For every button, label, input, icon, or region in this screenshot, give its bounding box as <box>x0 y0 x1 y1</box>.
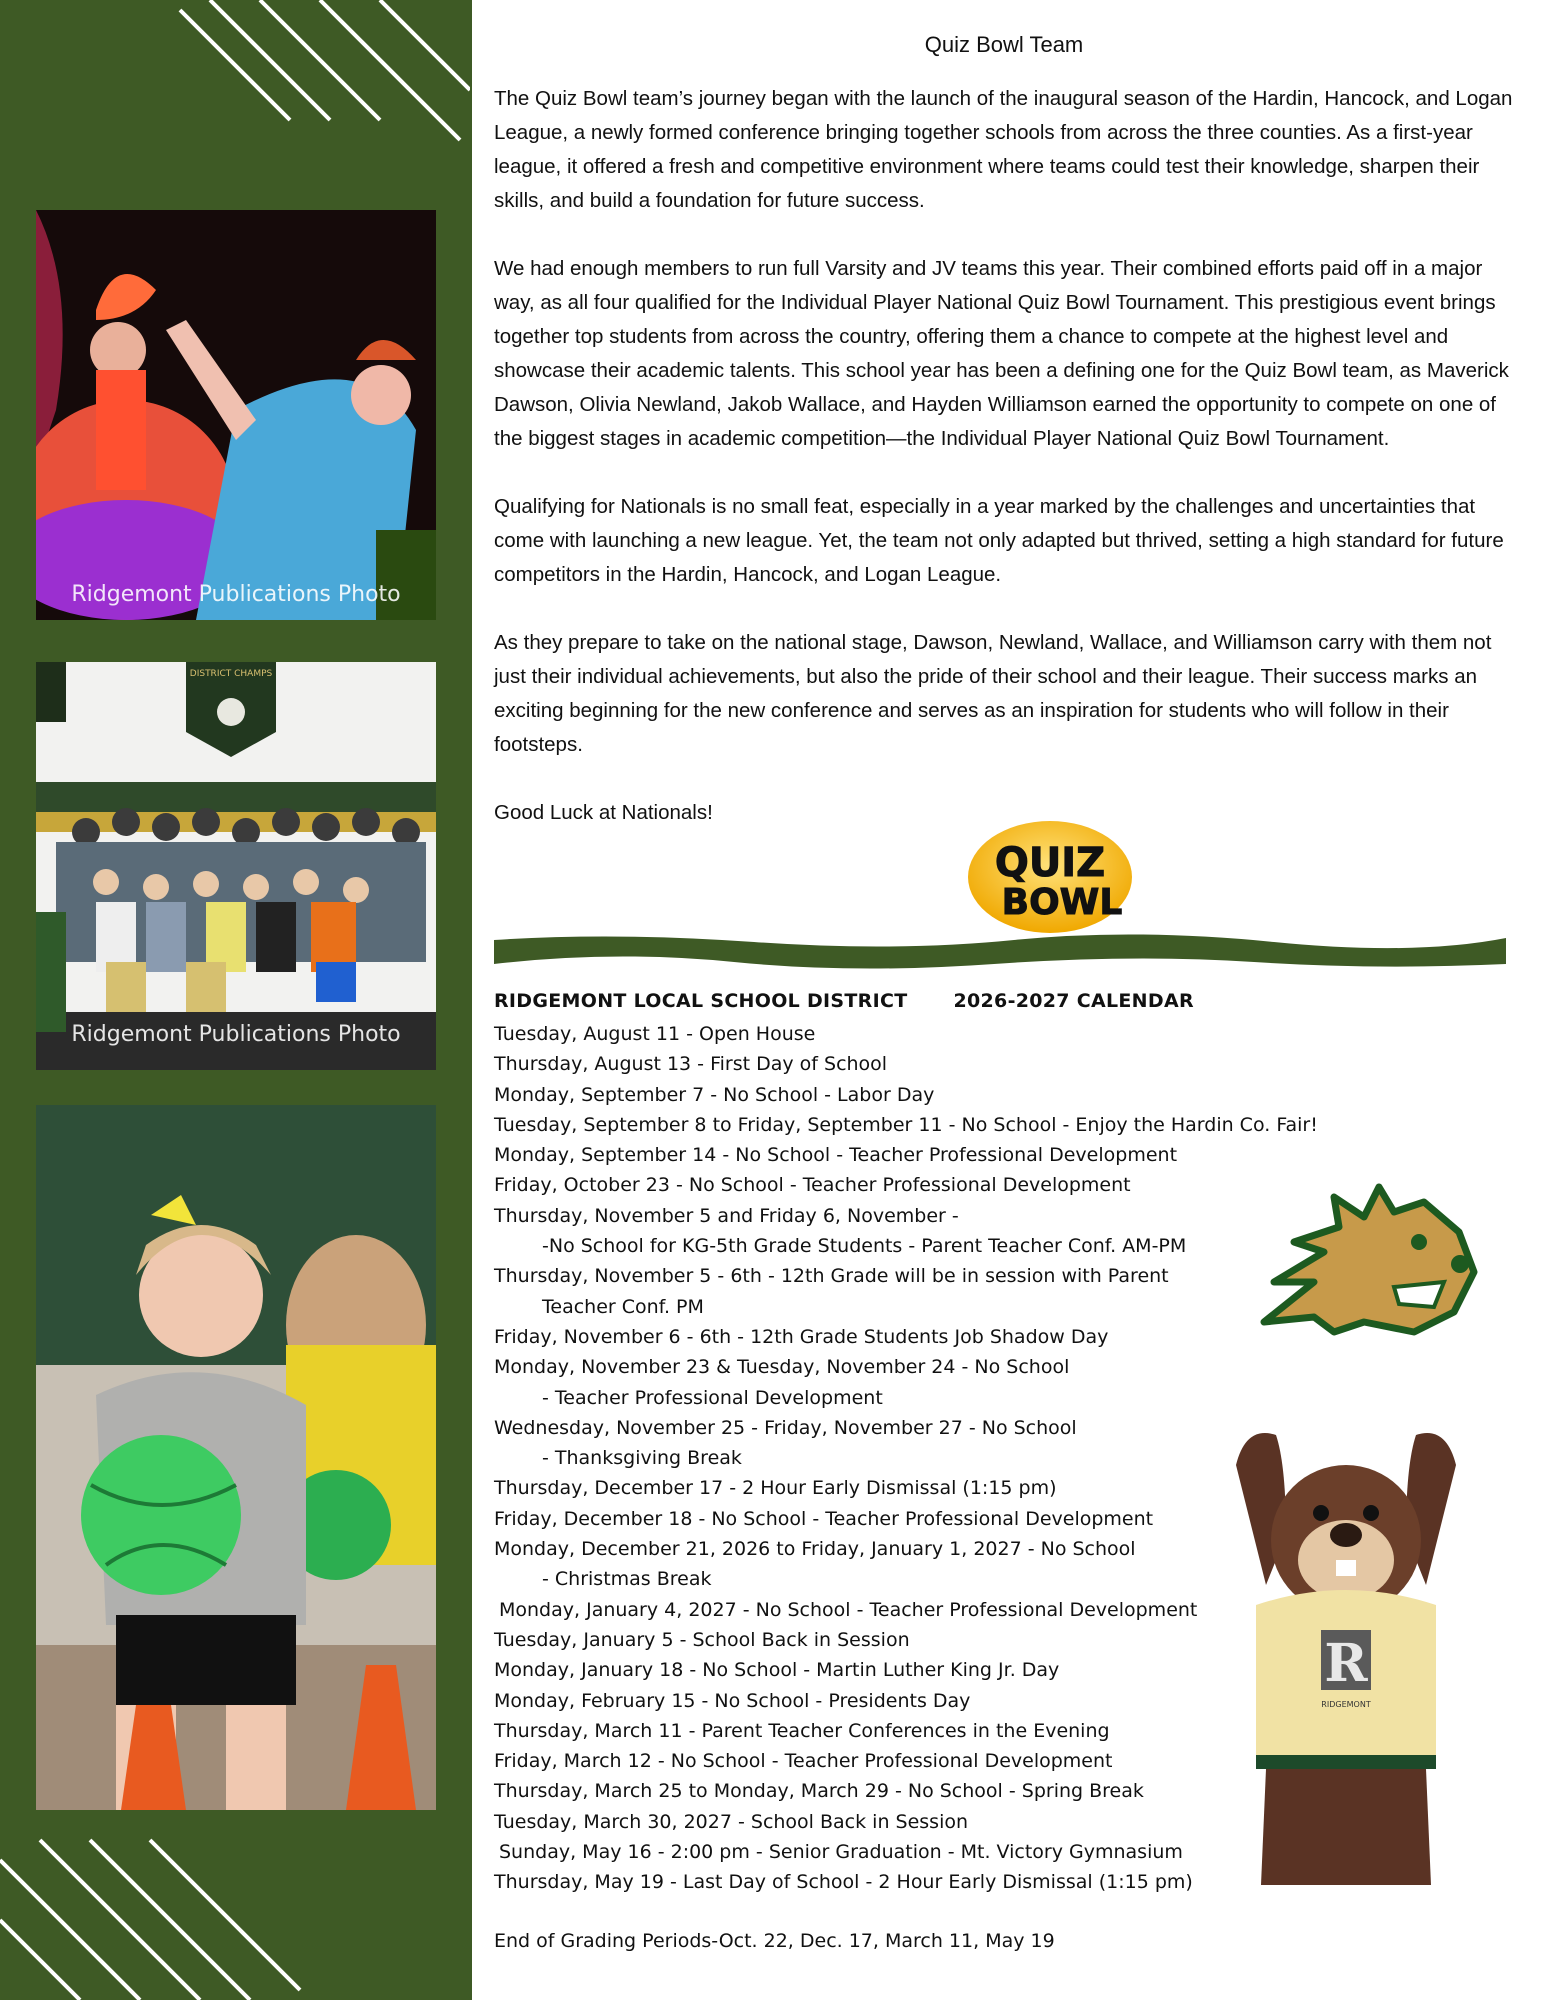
mascot-shirt-letter: R <box>1324 1633 1368 1694</box>
article-paragraph: Qualifying for Nationals is no small feat, especially in a year marked by the challenges and uncertainties that come with launching a new league. Yet, the team not only adapted but thrived, setting a high standard for future competitors in the Hardin, Hancock, and Logan League. <box>494 495 1504 586</box>
calendar-entry: Tuesday, September 8 to Friday, September 11 - No School - Enjoy the Hardin Co. Fair! <box>494 1113 1318 1136</box>
calendar-entry: Sunday, May 16 - 2:00 pm - Senior Graduation - Mt. Victory Gymnasium <box>499 1841 1183 1864</box>
bottom-stripes-decoration <box>0 1820 320 2000</box>
sidebar <box>0 0 472 2000</box>
article-paragraph: As they prepare to take on the national stage, Dawson, Newland, Wallace, and Williamson carry with them not just their individual achievements, but also the pride of their school and their league. Their success marks an exciting beginning for the new conference and serves as an inspiration for students who will follow in their footsteps. <box>494 631 1492 756</box>
mascot-shirt-text: RIDGEMONT <box>1321 1700 1371 1709</box>
calendar-entry: Thursday, December 17 - 2 Hour Early Dismissal (1:15 pm) <box>494 1477 1057 1500</box>
calendar-entry: Friday, November 6 - 6th - 12th Grade Students Job Shadow Day <box>494 1325 1109 1348</box>
calendar-entry: Thursday, May 19 - Last Day of School - 2 Hour Early Dismissal (1:15 pm) <box>494 1871 1193 1894</box>
grading-periods: End of Grading Periods-Oct. 22, Dec. 17, March 11, May 19 <box>494 1930 1055 1952</box>
calendar-entry: Monday, January 18 - No School - Martin Luther King Jr. Day <box>494 1659 1060 1682</box>
calendar-district: RIDGEMONT LOCAL SCHOOL DISTRICT <box>494 990 908 1012</box>
calendar-entry: Monday, September 7 - No School - Labor Day <box>494 1083 935 1106</box>
calendar-entry: Thursday, November 5 - 6th - 12th Grade will be in session with Parent <box>494 1265 1169 1288</box>
quiz-bowl-article <box>494 28 1514 864</box>
article-paragraph: The Quiz Bowl team’s journey began with the launch of the inaugural season of the Hardin, Hancock, and Logan League, a newly formed conference bringing together schools from across the three counties. As a first-year league, it offered a fresh and competitive environment where teams could test their knowledge, sharpen their skills, and build a foundation for future success. <box>494 87 1513 212</box>
calendar-entry: Thursday, March 11 - Parent Teacher Conferences in the Evening <box>494 1719 1110 1742</box>
calendar-entry: Friday, December 18 - No School - Teacher Professional Development <box>494 1507 1154 1530</box>
calendar-entry: - Christmas Break <box>542 1568 712 1591</box>
beaver-mascot-photo <box>1226 1425 1466 1895</box>
calendar-entry: - Thanksgiving Break <box>542 1447 742 1470</box>
logo-line2: BOWL <box>1001 882 1123 923</box>
calendar-entry: - Teacher Professional Development <box>542 1386 883 1409</box>
logo-line1: QUIZ <box>994 840 1106 886</box>
calendar-entry: Monday, February 15 - No School - Presidents Day <box>494 1689 971 1712</box>
quiz-bowl-logo <box>952 818 1148 936</box>
calendar-entry: Tuesday, August 11 - Open House <box>494 1023 816 1045</box>
calendar-entry: Wednesday, November 25 - Friday, November 27 - No School <box>494 1416 1077 1439</box>
calendar-entry: -No School for KG-5th Grade Students - Parent Teacher Conf. AM-PM <box>542 1235 1187 1258</box>
basketball-photo <box>36 1105 436 1810</box>
photo-caption: Ridgemont Publications Photo <box>71 1022 401 1047</box>
calendar-entry: Monday, December 21, 2026 to Friday, January 1, 2027 - No School <box>494 1538 1136 1561</box>
calendar-entry: Teacher Conf. PM <box>542 1295 704 1318</box>
top-stripes-decoration <box>170 0 470 160</box>
article-closing: Good Luck at Nationals! <box>494 801 713 824</box>
article-paragraph: We had enough members to run full Varsity and JV teams this year. Their combined efforts paid off in a major way, as all four qualified for the Individual Player National Quiz Bowl Tournament. This prestigious event brings together top students from across the country, offering them a chance to compete at the highest level and showcase their academic talents. This school year has been a defining one for the Quiz Bowl team, as Maverick Dawson, Olivia Newland, Jakob Wallace, and Hayden Williamson earned the opportunity to compete on one of the biggest stages in academic competition—the Individual Player National Quiz Bowl Tournament. <box>494 257 1509 450</box>
calendar-entry: Monday, January 4, 2027 - No School - Teacher Professional Development <box>499 1598 1198 1621</box>
banner-text: DISTRICT CHAMPS <box>189 669 273 679</box>
calendar-entry: Thursday, November 5 and Friday 6, November - <box>494 1204 959 1227</box>
article-title: Quiz Bowl Team <box>924 32 1084 57</box>
calendar-list <box>494 1019 1318 1898</box>
calendar-entry: Thursday, August 13 - First Day of School <box>494 1053 888 1076</box>
calendar-entry: Tuesday, January 5 - School Back in Session <box>494 1628 910 1651</box>
theater-photo <box>36 210 436 620</box>
calendar-header <box>494 990 1194 1012</box>
calendar-entry: Thursday, March 25 to Monday, March 29 - No School - Spring Break <box>494 1780 1144 1803</box>
photo-caption: Ridgemont Publications Photo <box>71 582 401 607</box>
calendar-entry: Monday, September 14 - No School - Teacher Professional Development <box>494 1144 1178 1167</box>
calendar-entry: Monday, November 23 & Tuesday, November 24 - No School <box>494 1356 1070 1379</box>
wave-divider <box>494 934 1506 970</box>
student-section-photo <box>36 662 436 1070</box>
beaver-logo <box>1244 1172 1484 1342</box>
calendar-year: 2026-2027 CALENDAR <box>953 990 1194 1012</box>
calendar-entry: Tuesday, March 30, 2027 - School Back in Session <box>494 1810 969 1833</box>
calendar-entry: Friday, October 23 - No School - Teacher Professional Development <box>494 1174 1131 1197</box>
calendar-entry: Friday, March 12 - No School - Teacher Professional Development <box>494 1750 1113 1773</box>
